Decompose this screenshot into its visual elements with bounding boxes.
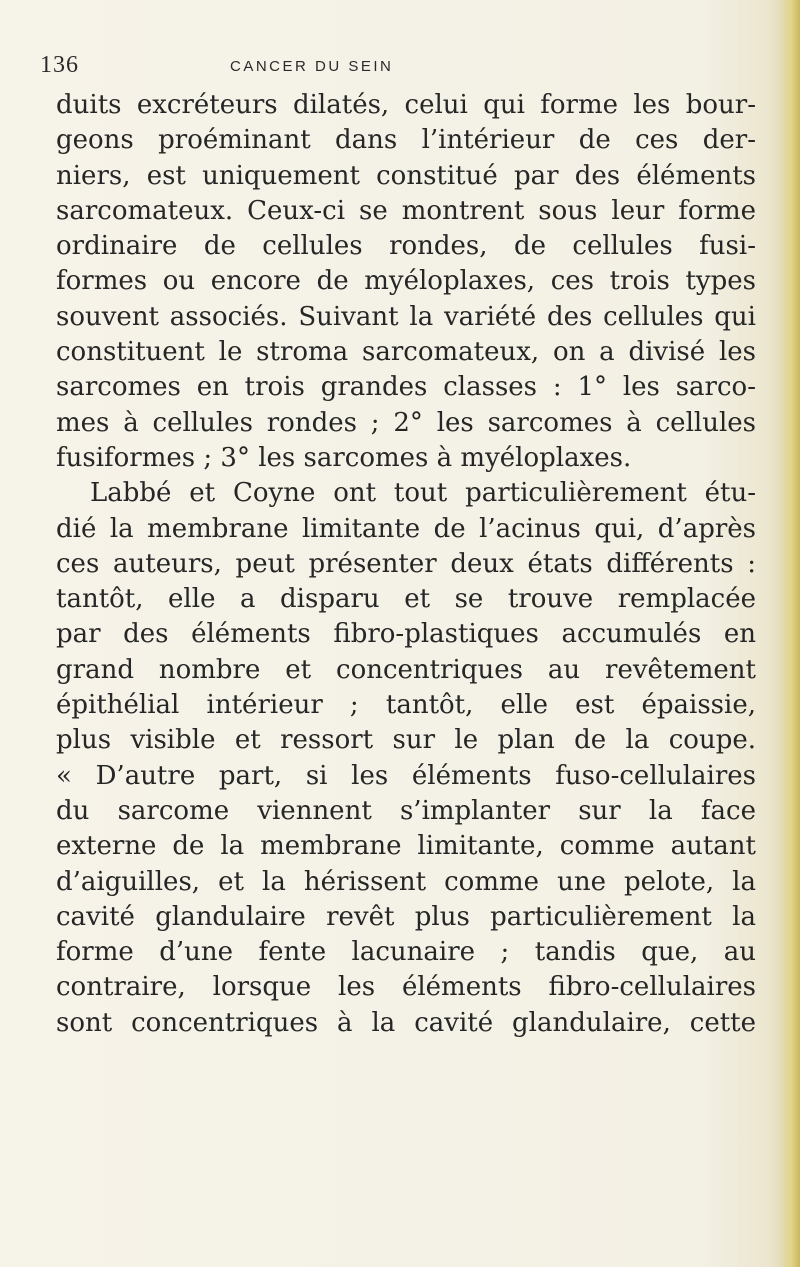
text-line: geons proéminant dans l’intérieur de ces der- [56,125,756,156]
text-line: Labbé et Coyne ont tout particulièrement étu- [90,478,756,509]
text-line: par des éléments fibro-plastiques accumulés en [56,619,756,650]
text-line: mes à cellules rondes ; 2° les sarcomes à cellules [56,407,756,438]
page-header [40,52,690,80]
text-line: grand nombre et concentriques au revêtement [56,654,756,685]
text-line: sont concentriques à la cavité glandulaire, cette [56,1007,756,1038]
text-line: dié la membrane limitante de l’acinus qui, d’après [56,513,756,544]
text-line: cavité glandulaire revêt plus particulièrement la [56,901,756,932]
text-line: fusiformes ; 3° les sarcomes à myéloplaxes. [56,442,632,473]
text-line: plus visible et ressort sur le plan de la coupe. [56,725,756,756]
text-line: ordinaire de cellules rondes, de cellules fusi- [56,231,756,262]
text-line: contraire, lorsque les éléments fibro-cellulaires [56,972,756,1003]
body-text [56,88,756,1041]
text-line: du sarcome viennent s’implanter sur la face [56,795,756,826]
page-number: 136 [40,52,79,78]
running-head: CANCER DU SEIN [230,58,394,75]
page-edge [780,0,800,1267]
text-line: « D’autre part, si les éléments fuso-cellulaires [56,760,756,791]
text-line: d’aiguilles, et la hérissent comme une pelote, la [56,866,756,897]
text-line: forme d’une fente lacunaire ; tandis que, au [56,937,756,968]
text-line: formes ou encore de myéloplaxes, ces trois types [56,266,756,297]
text-line: constituent le stroma sarcomateux, on a divisé les [56,337,756,368]
text-line: externe de la membrane limitante, comme autant [56,831,756,862]
text-line: duits excréteurs dilatés, celui qui forme les bour- [56,90,756,120]
text-line: sarcomateux. Ceux-ci se montrent sous leur forme [56,195,756,226]
text-line: tantôt, elle a disparu et se trouve remplacée [56,584,756,615]
text-line: sarcomes en trois grandes classes : 1° les sarco- [56,372,756,403]
text-line: épithélial intérieur ; tantôt, elle est épaissie, [56,690,756,721]
text-line: ces auteurs, peut présenter deux états différents : [56,548,756,579]
text-line: souvent associés. Suivant la variété des cellules qui [56,301,756,332]
text-line: niers, est uniquement constitué par des éléments [56,160,756,191]
